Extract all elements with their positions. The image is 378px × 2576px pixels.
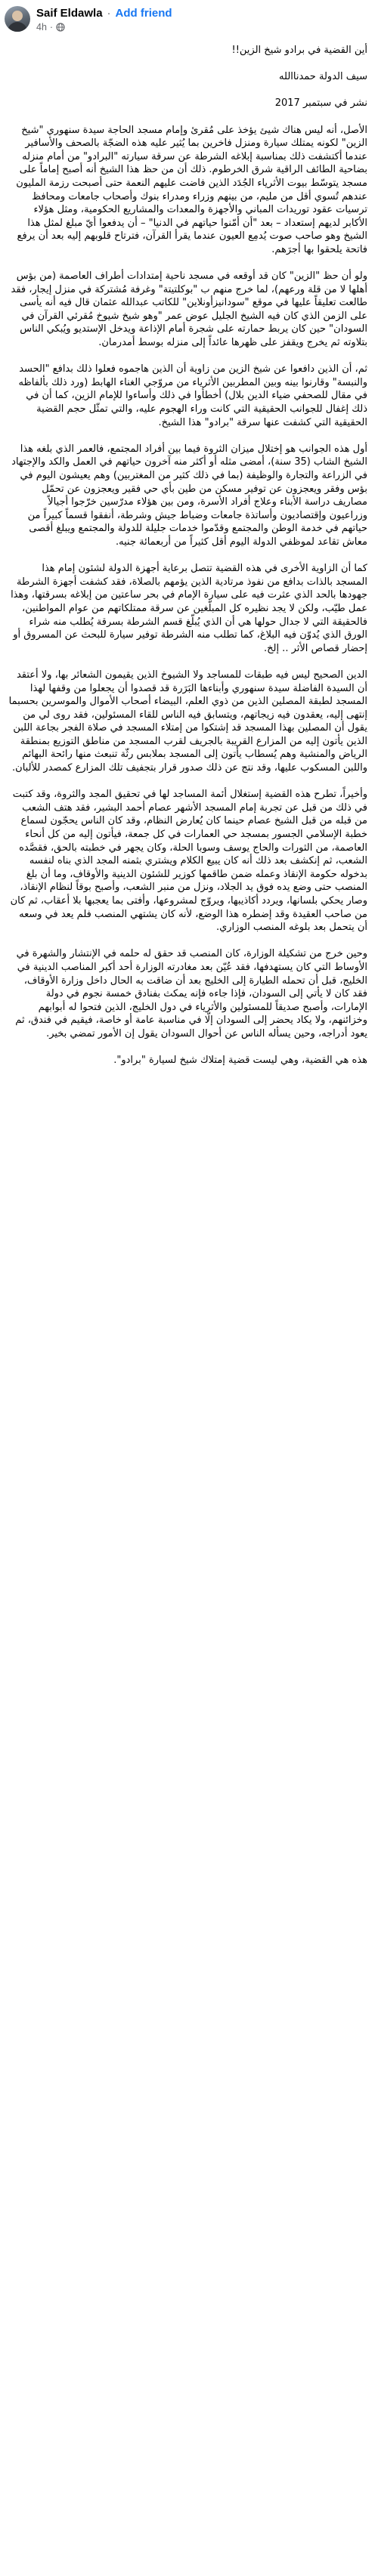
closing-paragraph: هذه هي القضية، وهي ليست قضية إمتلاك شيخ لسيارة "برادو". <box>113 1055 367 1067</box>
paragraph: الدين الصحيح ليس فيه طبقات للمساجد ولا الشيوخ الذين يقيمون الشعائر بها، ولا أعتقد أن السيدة الفاضلة سيدة سنهوري وأبناءها البَرَرة قد قصدوا أن يجعلوا من وقفها لهذا المسجد لطبقة المصلين الذين من ذوي العلم، البيضاء أصحاب الأموال والموسرين بحسبما إنتهى إليه، يعقدون فيه زيجاتهم، ويتسابق فيه الناس للقاء المسئولين، فقد روى لي من يقول أن المصلين بهذا المسجد قد إشتكوا من إمتلاء المسجد في صلاة الفجر بجاعة اللبن الذين يأتون إليه من المزارع القريبة بالجريف لقرب المسجد من مناطق التوزيع بمنطقة الرياض والمنشية وهم يُسطاب يأتون إلى المسجد بملابس رثّة تنبعث منها رائحة البهائم واللبن المسكوب عليها، وقد نتج عن ذلك صدور قرار بتجفيف تلك المزارع كمصدر للألبان. <box>8 669 367 774</box>
paragraph: وأخيراً، تطرح هذه القضية إستغلال أئمة المساجد لها في تحقيق المجد والثروة، وقد كتبت في ذلك من قبل عن تجربة إمام المسجد الأشهر عصام أحمد البشير، فقد هتف الشعب من قبله من قبل الشيخ عصام حينما كان يُعارض النظام، وقد كان الناس يحجّون لسماع خطبة الإسلامي الجسور بمسجد حي العمارات في كل جمعة، فيأتون إليه من كل أنحاء العاصمة، من الثورات والحاج يوسف وسوبا الحلة، وكان يجهر في خطبته بالحق، فقصَّده الشعب، ثم إنكشف بعد ذلك أنه كان يبيع الكلام ويشتري بثمنه المجد الذي بناه لنفسه بدخوله حكومة الإنقاذ وعمله ضمن طاقمها كوزير للشئون الدينية والأوقاف، وما أن بلغ المنصب حتى وضع يده فوق يد الجلاد، ونزل من منبر الشعب، وأصبح بوقاً لنظام الإنقاذ، وصار يحكي بلسانها، ويردد أكاذيبها، ويروّج لمشروعها، وأفتى بما يعجبها بلا أعقاب، ثم كان من صاحب العقيدة وقد إضطره هذا الوضع، لأنه كان يشتهي المنصب فلم يعد في وسعه أن يتحمل بعد بلوغه المنصب الوزاري. <box>10 789 367 934</box>
name-row <box>36 6 172 20</box>
paragraph: ثم، أن الذين دافعوا عن شيخ الزين من زاوية أن الذين هاجموه فعلوا ذلك بدافع "الحسد والنبسة" وقارنوا بينه وبين المطربين الأثرياء من مروّجي الغناء الهابط (ورد ذلك بألفاظه في مقال للصحفي ضياء الدين بلال) أخطأوا في ذلك وأساءوا للإمام الزين، كما أن في ذلك إغفال للجوانب الحقيقية التي كانت وراء الهجوم عليه، والتي تمثّل حجم القضية الحقيقية التي كشفت عنها سرقة "برادو" هذا الشيخ. <box>18 363 367 428</box>
post-header <box>5 0 373 44</box>
avatar-body <box>8 22 27 32</box>
published-date: نشر في سبتمبر 2017 <box>274 97 367 110</box>
byline: سيف الدولة حمدناالله <box>279 71 367 83</box>
post-content <box>5 44 373 1067</box>
avatar-head <box>12 11 23 21</box>
globe-icon <box>56 23 65 32</box>
facebook-post <box>0 0 378 1067</box>
paragraph: وحين خرج من تشكيلة الوزارة، كان المنصب قد حقق له حلمه في الإنتشار والشهرة في الأوساط التي كان يستهدفها، فقد عُيّن بعد مغادرته الوزارة أحد أكبر المناصب الدينية في الخليج، قبل أن تحمله الطيارة إلى الخليج بعد أن ضاقت به الحال داخل وزارة الأوقاف، فقد كان لا يأتي إلى السودان، فإذا جاءه فإنه يمكث بفنادق خمسة نجوم في دولة الإمارات، وأصبح صديقاً للمسئولين والأثرياء في دول الخليج، الذين فتحوا له أبوابهم وخزائنهم، ولا يكاد يحضر إلى السودان إلّا في مناسبة عامة أو خاصة، فيقيم في فندق، ثم يعود أدراجه، وحين يسأله الناس عن أحوال السودان يقول إن الأمور تمضي بخير. <box>15 948 367 1039</box>
post-time[interactable]: 4h <box>36 22 47 32</box>
time-separator: · <box>49 22 54 32</box>
time-row <box>36 21 172 33</box>
post-title: أين القضية في برادو شيخ الزين!! <box>231 45 367 56</box>
separator-dot: · <box>107 7 111 20</box>
paragraph: كما أن الزاوية الأخرى في هذه القضية تتصل برعاية أجهزة الدولة لشئون إمام هذا المسجد بالذات بدافع من نفوذ مرتادية الذين يؤمهم بالصلاة، فقد كشفت أجهزة الشرطة جهودها بالحد الذي عثرت فيه على سيارة الإمام في بحر ساعتين من إبلاغه بسرقتها، وهذا عمل طيّب، ولكن لا يجد نظيره كل المبلّغين عن سرقة ممتلكاتهم من عوام المواطنين، فالحقيقة التي لا جدال حولها هي أن الذي يُبلّغ قسم الشرطة بسرقة يُطلب منه شراء الورق الذي يُدوّن فيه البلاغ، كما تطلب منه الشرطة توفير سيارة للبحث عن المسروق أو إحضار قصاص الأثر .. إلخ. <box>11 563 367 654</box>
post-meta <box>36 6 172 33</box>
add-friend-button[interactable]: Add friend <box>115 7 172 20</box>
paragraph: أول هذه الجوانب هو إختلال ميزان الثروة فيما بين أفراد المجتمع، فالعمر الذي بلغه هذا الشيخ الشاب (35 سنة)، أمضى مثله أو أكثر منه آخرون حياتهم في العمل والكد والإجتهاد في الزراعة والتجارة والوظيفة (بما في ذلك كثير من المغتربين) وهم يعيشون اليوم في بؤس وفقر ويعجزون عن توفير مسكن من طين بأي حي فقير ويعجزون عن تحمّل مصاريف دراسة الأبناء وعلاج أفراد الأسرة، ومن بين هؤلاء مدرّسين خرّجوا أجيالاً وزراعيون وإقتصاديون وأساتذة جامعات وضباط جيش وشرطة، أنفقوا قسماً كبيراً من حياتهم في خدمة الوطن والمجتمع وقدّموا خدمات جليلة للدولة والمجتمع ويبلغ أقصى معاش تقاعد لموظفي الدولة اليوم أقل كثيراً من أربعمائة جنيه. <box>11 443 367 548</box>
author-name[interactable]: Saif Eldawla <box>36 7 103 20</box>
paragraph: ولو أن حظ "الزين" كان قد أوقعه في مسجد ناحية إمتدادات أطراف العاصمة (من بؤس أهلها لا من قلة ورعهم)، لما خرج منهم ب "بوكلتيتة" وغرفة مُشتركة في منزل إيجار، فقد طالعت تعليقاً عليها في موقع "سودانيزأونلاين" للكاتب عبدالله عثمان قال فيه أنه يأسى على الزمن الذي كان فيه الشيخ الجليل عوض عمر "وهو شيخ شيوخ مُقرئي القرآن في السودان" حين كان يربط حمارته على شجرة أمام الإذاعة ويدخل الإستديو ويُبكي الناس بتلاوته ثم يخرج ويقفز على ظهرها عائداً إلى منزله بوسط أمدرمان. <box>11 270 367 349</box>
paragraph: الأصل، أنه ليس هناك شيئ يؤخذ على مُقرئ وإمام مسجد الحاجة سيدة سنهوري "شيخ الزين" لكونه يمتلك سيارة ومنزل فاخرين بما يُثير عليه هذه الضجّة بالصحف والأسافير عندما أكتشفت ذلك بمناسبة إبلاغه الشرطة عن سرقة سيارته "البرادو" من أمام منزله بضاحية الطائف الراقية شرق الخرطوم. ذلك أن من حظ هذا الشيخ أنه أصبح إماماً على مسجد يتوسّط بيوت الأثرياء الجُدَد الذين فاضت عليهم النعمة حتى أصبحت رزمة المليون عندهم تُسوي أقل من مليم، من بينهم وزراء ومدراء بنوك وأصحاب جامعات ومحافظ ترسيات عقود توريدات المباني والأجهزة والمعدات والمشاريع الحكومية، ومثل هؤلاء الأكابر لديهم إستعداد – بعد "أن أمّنوا حياتهم في الدنيا" – أن يدفعوا أيّ مبلغ لمثل هذا الشيخ وهو صاحب صوت يُدمِع العيون عندما يقرأ القرآن، فترتاح قلوبهم إليه بعد أن يرفع فاتحة يلحقوا بها أجرَهم. <box>16 124 367 255</box>
avatar[interactable] <box>5 6 30 32</box>
